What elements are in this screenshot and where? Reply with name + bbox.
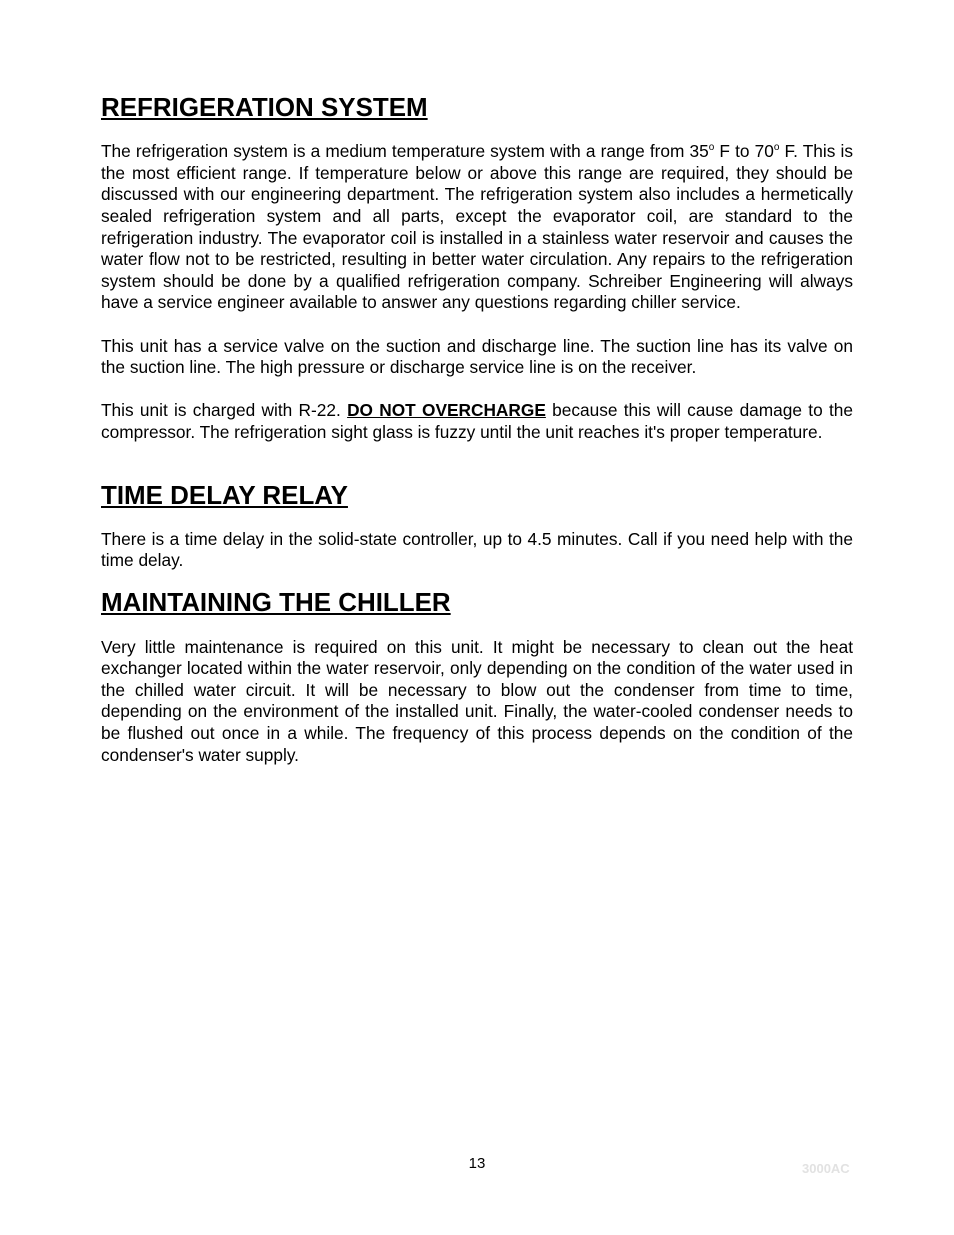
degree-superscript: o: [708, 142, 715, 154]
paragraph-refrigerant-charge: [101, 400, 853, 443]
page-number: 13: [468, 1155, 486, 1172]
overcharge-warning: DO NOT OVERCHARGE: [347, 400, 546, 421]
heading-time-delay-relay: TIME DELAY RELAY: [101, 481, 348, 510]
paragraph-text: This unit is charged with R-22.: [101, 400, 348, 421]
paragraph-time-delay: There is a time delay in the solid-state controller, up to 4.5 minutes. Call if you need help with the time delay.: [101, 528, 853, 571]
paragraph-text: because this will cause damage to the compressor. The refrigeration sight glass is fuzzy until the unit reaches it's proper temperature.: [101, 400, 853, 442]
paragraph-text: The refrigeration system is a medium temperature system with a range from 35: [101, 141, 709, 162]
paragraph-text: F to 70: [714, 141, 774, 162]
document-code: 3000AC: [802, 1161, 850, 1176]
paragraph-text: F. This is the most efficient range. If temperature below or above this range are required, they should be discussed with our engineering department. The refrigeration system also includes a hermetically sealed refrigeration system and all parts, except the evaporator coil, are standard to the refrigeration industry. The evaporator coil is installed in a stainless water reservoir and causes the water flow not to be restricted, resulting in better water circulation. Any repairs to the refrigeration system should be done by a qualified refrigeration company. Schreiber Engineering will always have a service engineer available to answer any questions regarding chiller service.: [101, 141, 853, 313]
degree-superscript: o: [773, 142, 780, 154]
paragraph-service-valve: This unit has a service valve on the suction and discharge line. The suction line has its valve on the suction line. The high pressure or discharge service line is on the receiver.: [101, 335, 853, 378]
heading-refrigeration-system: REFRIGERATION SYSTEM: [101, 94, 428, 122]
paragraph-refrigeration-range: [101, 141, 853, 314]
paragraph-maintenance: Very little maintenance is required on this unit. It might be necessary to clean out the heat exchanger located within the water reservoir, only depending on the condition of the water used in the chilled water circuit. It will be necessary to blow out the condenser from time to time, depending on the environment of the installed unit. Finally, the water-cooled condenser needs to be flushed out once in a while. The frequency of this process depends on the condition of the condenser's water supply.: [101, 636, 853, 765]
document-page: [101, 94, 853, 766]
heading-maintaining-chiller: MAINTAINING THE CHILLER: [101, 589, 451, 618]
